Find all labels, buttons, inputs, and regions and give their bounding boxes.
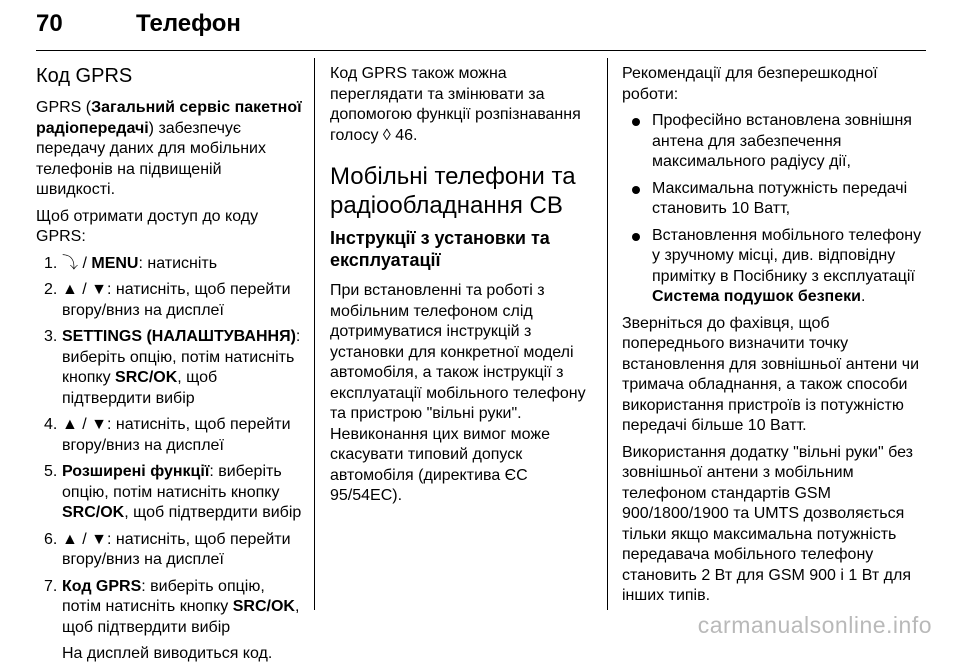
gprs-intro: GPRS (Загальний сервіс пакетної радіопередачі) забезпечує передачу даних для мобільних телефонів на підвищеній швидкості. (36, 99, 302, 198)
header-rule (36, 50, 926, 51)
installation-text: При встановленні та роботі з мобільним телефоном слід дотримуватися інструкцій з установки для конкретної моделі автомобіля, а також інструкції з експлуатації мобільного телефону та пристрою "вільні руки". Невиконання цих вимог може скасувати типовий допуск автомобіля (директива ЄС 95/54ЕС). (330, 282, 586, 504)
bullet-item: Встановлення мобільного телефону у зручному місці, див. відповідну примітку в Посібнику з експлуатації Система подушок безпеки. (622, 226, 922, 308)
step-6: 6. ▲ / ▼: натисніть, щоб перейти вгору/вниз на дисплеї (44, 530, 291, 568)
step-2: 2. ▲ / ▼: натисніть, щоб перейти вгору/вниз на дисплеї (44, 281, 291, 319)
hands-free-text: Використання додатку "вільні руки" без зовнішньої антени з мобільним телефоном стандартів GSM 900/1800/1900 та UMTS дозволяється тільки якщо максимальна потужність передавача мобільного телефону становить 2 Вт для GSM 900 і 1 Вт для інших типів. (622, 443, 913, 604)
phone-icon: ⤵ (62, 254, 79, 272)
step-3: 3. SETTINGS (НАЛАШТУВАННЯ): виберіть опцію, потім натисніть кнопку SRC/OK, щоб підтвердити вибір (44, 328, 301, 407)
column-2 (330, 64, 602, 513)
watermark: carmanualsonline.info (697, 612, 932, 638)
bullet-item: Професійно встановлена зовнішня антена для забезпечення максимального радіусу дії, (622, 111, 922, 173)
voice-recognition-text: Код GPRS також можна переглядати та змінювати за допомогою функції розпізнавання голосу ◊ 46. (330, 65, 581, 144)
bullet-icon (632, 118, 640, 126)
column-1 (36, 64, 304, 671)
column-divider-2 (607, 58, 608, 610)
recommendations-intro: Рекомендації для безперешкодної роботи: (622, 65, 878, 103)
mobile-phones-heading: Мобільні телефони та радіообладнання СВ (330, 163, 576, 219)
consult-specialist-text: Зверніться до фахівця, щоб попереднього визначити точку встановлення для зовнішньої антени чи тримача обладнання, а також способи використання пристроїв із потужністю передачі більше 10 Ватт. (622, 314, 920, 434)
gprs-steps (36, 254, 304, 639)
step-4: 4. ▲ / ▼: натисніть, щоб перейти вгору/вниз на дисплеї (44, 416, 291, 454)
step-5: 5. Розширені функції: виберіть опцію, потім натисніть кнопку SRC/OK, щоб підтвердити вибір (44, 463, 302, 521)
page-header (36, 4, 926, 50)
gprs-access-text: Щоб отримати доступ до коду GPRS: (36, 207, 259, 245)
step-1: 1. ⤵ / MENU: натисніть (44, 254, 218, 272)
gprs-heading: Код GPRS (36, 65, 133, 87)
installation-heading: Інструкції з установки та експлуатації (330, 228, 550, 270)
recommendations-list (622, 111, 922, 308)
section-title: Телефон (136, 10, 241, 37)
page-number: 70 (36, 10, 63, 37)
step-7: 7. Код GPRS: виберіть опцію, потім натисніть кнопку SRC/OK, щоб підтвердити вибір (44, 577, 300, 636)
column-divider-1 (314, 58, 315, 610)
bullet-icon (632, 233, 640, 241)
bullet-icon (632, 186, 640, 194)
column-3 (622, 64, 922, 613)
page-ref-icon: ◊ (382, 126, 391, 144)
bullet-item: Максимальна потужність передачі становить 10 Ватт, (622, 179, 922, 220)
code-displayed-text: На дисплей виводиться код. (62, 645, 273, 662)
